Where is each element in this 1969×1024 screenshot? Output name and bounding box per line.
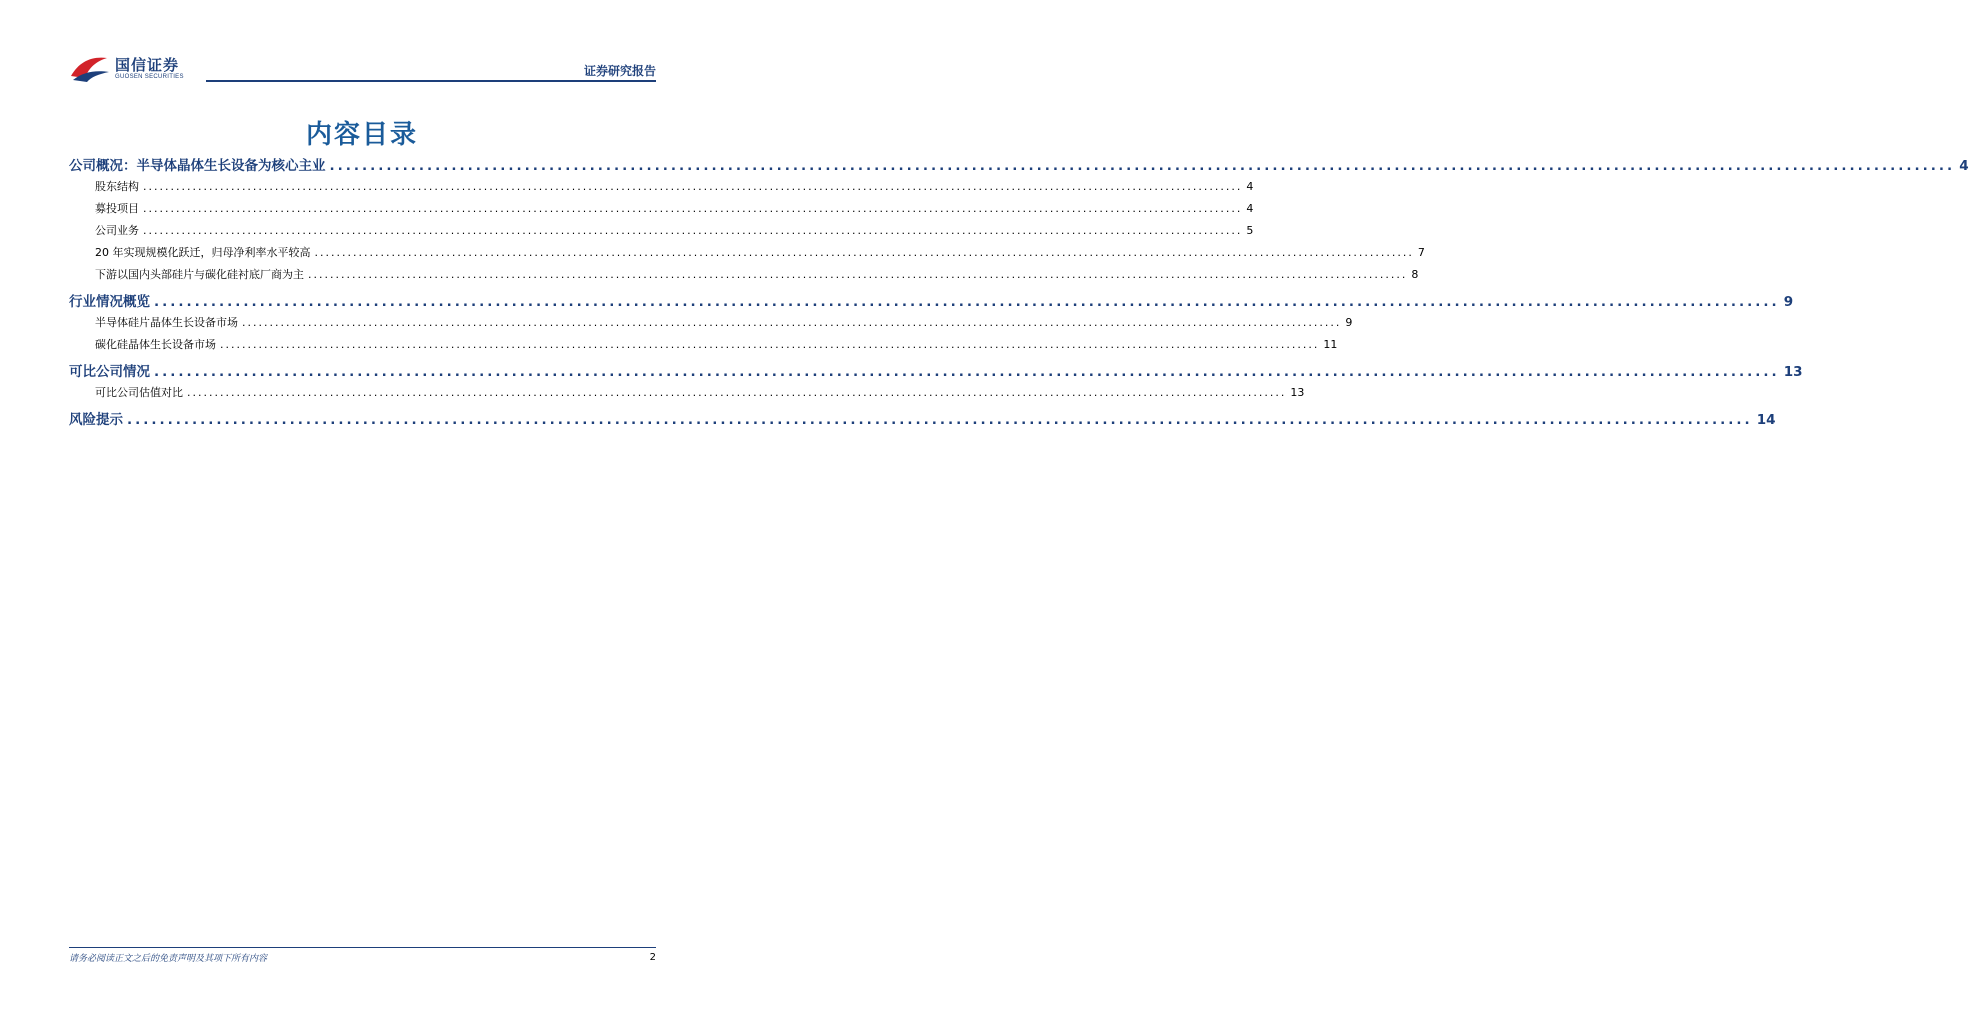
- header-divider: [206, 80, 656, 82]
- toc-entry-page: 7: [1417, 246, 1425, 259]
- toc-dot-leader: ........................................................................................................................................................................................................: [143, 180, 1243, 193]
- toc-entry-title: 募投项目: [95, 202, 139, 215]
- toc-subsection-link[interactable]: [69, 266, 1419, 288]
- toc-entry-title: 半导体硅片晶体生长设备市场: [95, 316, 238, 329]
- toc-entry-title: 可比公司情况: [69, 364, 150, 380]
- toc-entry-title: 公司业务: [95, 224, 139, 237]
- toc-section-link[interactable]: [69, 358, 1803, 384]
- toc-entry-page: 9: [1783, 294, 1794, 310]
- toc-title: 内容目录: [305, 120, 418, 150]
- toc-entry-title: 可比公司估值对比: [95, 386, 183, 399]
- toc-dot-leader: ........................................................................................................................................................................................................: [242, 316, 1342, 329]
- toc-subsection-link[interactable]: [69, 178, 1254, 200]
- report-type-label: 证券研究报告: [583, 64, 656, 78]
- company-logo: [69, 50, 209, 86]
- toc-entry-title: 20 年实现规模化跃迁，归母净利率水平较高: [95, 246, 311, 259]
- toc-entry-title: 公司概况：半导体晶体生长设备为核心主业: [69, 158, 326, 174]
- toc-entry-page: 4: [1246, 180, 1254, 193]
- toc-dot-leader: ........................................................................................................................................................................................................: [154, 294, 1780, 310]
- toc-dot-leader: ........................................................................................................................................................................................................: [154, 364, 1780, 380]
- toc-subsection-link[interactable]: [69, 314, 1353, 336]
- logo-english-name: GUOSEN SECURITIES: [115, 74, 184, 80]
- toc-subsection-link[interactable]: [69, 384, 1305, 406]
- logo-chinese-name: 国信证券: [115, 56, 180, 74]
- toc-entry-page: 9: [1345, 316, 1353, 329]
- toc-dot-leader: ........................................................................................................................................................................................................: [220, 338, 1320, 351]
- toc-entry-title: 股东结构: [95, 180, 139, 193]
- footer-divider: [69, 947, 656, 948]
- toc-subsection-link[interactable]: [69, 222, 1254, 244]
- toc-entry-page: 5: [1246, 224, 1254, 237]
- toc-dot-leader: ........................................................................................................................................................................................................: [308, 268, 1408, 281]
- toc-subsection-link[interactable]: [69, 200, 1254, 222]
- page-number: 2: [649, 952, 656, 963]
- toc-section-link[interactable]: [69, 152, 1969, 178]
- toc-dot-leader: ........................................................................................................................................................................................................: [314, 246, 1414, 259]
- toc-entry-title: 风险提示: [69, 412, 123, 428]
- toc-entry-page: 14: [1756, 412, 1776, 428]
- toc-entry-title: 行业情况概览: [69, 294, 150, 310]
- toc-entry-page: 11: [1323, 338, 1338, 351]
- table-of-contents: [69, 152, 1969, 432]
- toc-entry-title: 下游以国内头部硅片与碳化硅衬底厂商为主: [95, 268, 304, 281]
- toc-entry-page: 4: [1246, 202, 1254, 215]
- toc-entry-title: 碳化硅晶体生长设备市场: [95, 338, 216, 351]
- toc-subsection-link[interactable]: [69, 244, 1425, 266]
- toc-dot-leader: ........................................................................................................................................................................................................: [127, 412, 1753, 428]
- footer-disclaimer: 请务必阅读正文之后的免责声明及其项下所有内容: [69, 954, 268, 964]
- toc-section-link[interactable]: [69, 288, 1794, 314]
- toc-dot-leader: ........................................................................................................................................................................................................: [143, 202, 1243, 215]
- toc-entry-page: 4: [1959, 158, 1969, 174]
- toc-dot-leader: ........................................................................................................................................................................................................: [329, 158, 1956, 174]
- toc-entry-page: 13: [1290, 386, 1305, 399]
- toc-section-link[interactable]: [69, 406, 1776, 432]
- toc-entry-page: 8: [1411, 268, 1419, 281]
- toc-subsection-link[interactable]: [69, 336, 1338, 358]
- toc-dot-leader: ........................................................................................................................................................................................................: [143, 224, 1243, 237]
- guosen-logo-icon: [69, 52, 111, 82]
- toc-entry-page: 13: [1783, 364, 1803, 380]
- toc-dot-leader: ........................................................................................................................................................................................................: [187, 386, 1287, 399]
